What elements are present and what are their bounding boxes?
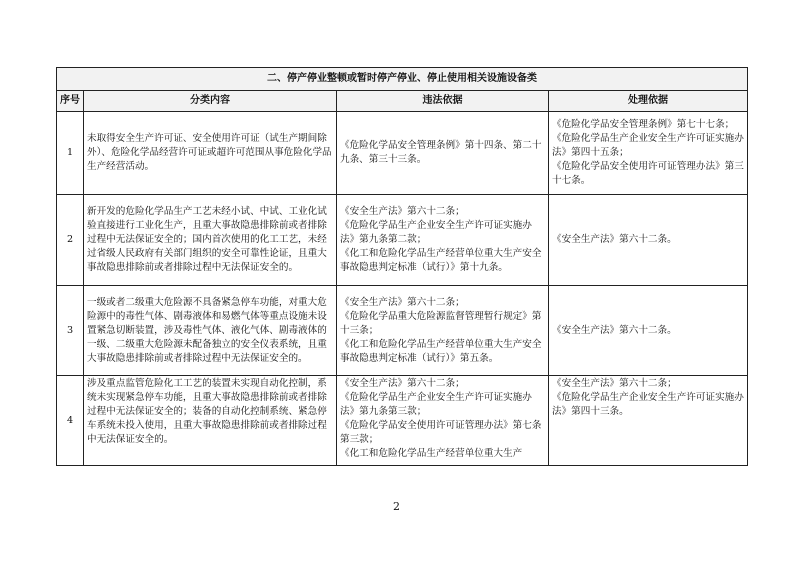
header-no: 序号 [57,91,84,112]
violation-cell [337,286,549,376]
category-cell [84,376,337,466]
category-text: 涉及重点监管危险化工工艺的装置未实现自动化控制，系统未实现紧急停车功能，且重大事故隐患排除前或者排除过程中无法保证安全的；装备的自动化控制系统、紧急停车系统未投入使用，且重大事故隐患排除前或者排除过程中无法保证安全的。 [87,378,327,445]
violation-text: 《安全生产法》第六十二条； 《危险化学品生产企业安全生产许可证实施办法》第九条第三款； 《危险化学品安全使用许可证管理办法》第七条第三款； 《化工和危险化学品生产经营单位重大生产 [340,378,542,459]
category-cell [84,286,337,376]
table-row [57,286,748,376]
category-text: 未取得安全生产许可证、安全使用许可证（试生产期间除外）、危险化学品经营许可证或超许可范围从事危险化学品生产经营活动。 [87,133,332,172]
violation-cell [337,195,549,286]
row-number: 1 [57,112,84,195]
row-number: 3 [57,286,84,376]
table-row [57,376,748,466]
violation-text: 《安全生产法》第六十二条； 《危险化学品生产企业安全生产许可证实施办法》第九条第二款； 《化工和危险化学品生产经营单位重大生产安全事故隐患判定标准（试行）》第十九条。 [340,206,542,273]
violation-cell [337,112,549,195]
handling-text: 《危险化学品安全管理条例》第七十七条； 《危险化学品生产企业安全生产许可证实施办法》第四十五条； 《危险化学品安全使用许可证管理办法》第三十七条。 [552,119,744,186]
handling-text: 《安全生产法》第六十二条。 [552,234,677,245]
header-violation: 违法依据 [337,91,549,112]
handling-cell [549,195,748,286]
handling-cell [549,112,748,195]
table-row [57,195,748,286]
violation-text: 《危险化学品安全管理条例》第十四条、第二十九条、第三十三条。 [340,140,542,165]
violation-cell [337,376,549,466]
header-category: 分类内容 [84,91,337,112]
measures-table [56,67,748,466]
header-handling: 处理依据 [549,91,748,112]
section-title-row [57,68,748,91]
row-number: 2 [57,195,84,286]
handling-cell [549,286,748,376]
page-number: 2 [393,500,400,513]
handling-text: 《安全生产法》第六十二条。 [552,324,677,336]
handling-cell [549,376,748,466]
handling-text: 《安全生产法》第六十二条； 《危险化学品生产企业安全生产许可证实施办法》第四十三条。 [552,378,744,417]
category-text: 一级或者二级重大危险源不具备紧急停车功能，对重大危险源中的毒性气体、剧毒液体和易燃气体等重点设施未设置紧急切断装置，涉及毒性气体、液化气体、剧毒液体的一级、二级重大危险源未配备独立的安全仪表系统，且重大事故隐患排除前或者排除过程中无法保证安全的。 [87,296,327,364]
row-number: 4 [57,376,84,466]
violation-text: 《安全生产法》第六十二条； 《危险化学品重大危险源监督管理暂行规定》第十三条； 《化工和危险化学品生产经营单位重大生产安全事故隐患判定标准（试行）》第五条。 [340,296,542,364]
section-title: 二、停产停业整顿或暂时停产停业、停止使用相关设施设备类 [57,68,748,91]
category-cell [84,195,337,286]
table-row [57,112,748,195]
category-cell [84,112,337,195]
table-header-row [57,91,748,112]
category-text: 新开发的危险化学品生产工艺未经小试、中试、工业化试验直接进行工业化生产，且重大事故隐患排除前或者排除过程中无法保证安全的；国内首次使用的化工工艺，未经过省级人民政府有关部门组织的安全可靠性论证，且重大事故隐患排除前或者排除过程中无法保证安全的。 [87,206,327,273]
